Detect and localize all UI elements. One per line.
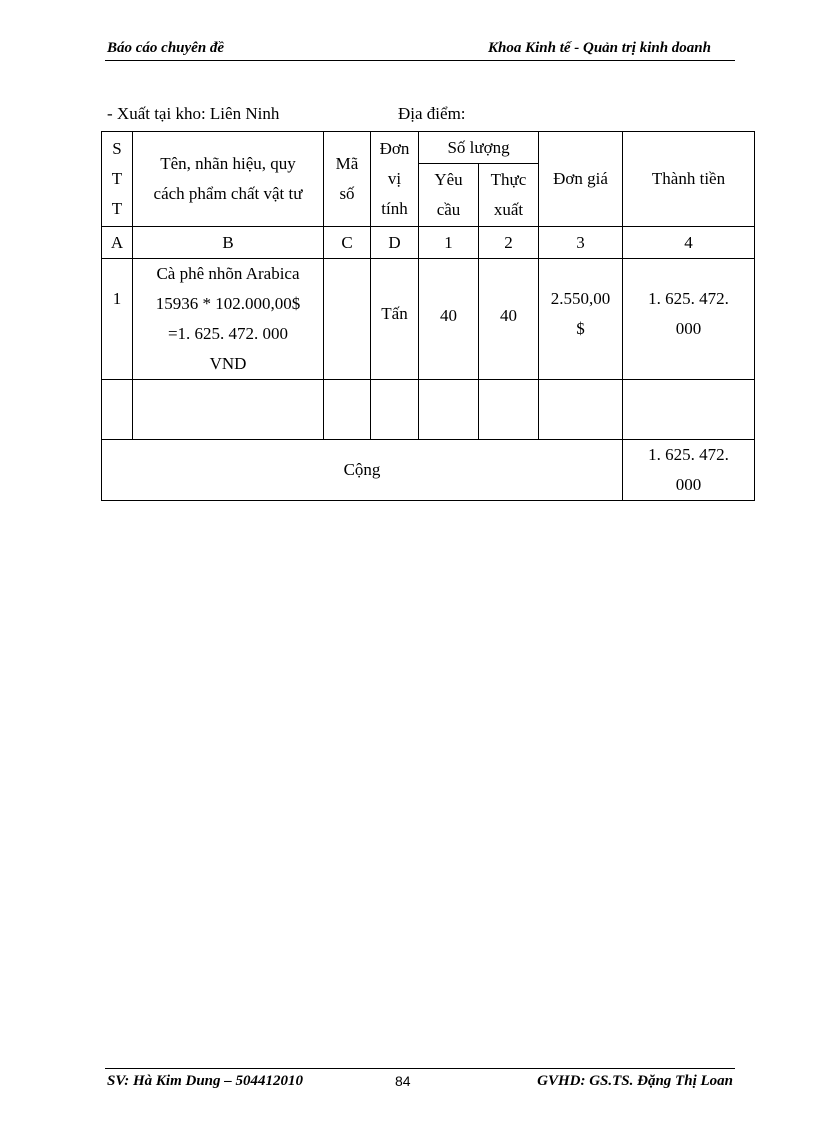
location-label: Địa điểm:: [398, 104, 466, 123]
header-requested: Yêu cầu: [419, 164, 479, 227]
code-cell: 3: [539, 227, 623, 259]
total-label: Cộng: [102, 440, 623, 501]
row-price: 2.550,00 $: [539, 259, 623, 380]
page-footer: [105, 1068, 735, 1093]
code-cell: 4: [623, 227, 755, 259]
header-name: Tên, nhãn hiệu, quy cách phẩm chất vật tư: [133, 132, 324, 227]
warehouse-label: - Xuất tại kho: Liên Ninh: [107, 104, 280, 123]
page-number: 84: [395, 1073, 411, 1089]
header-unit: Đơn vị tính: [371, 132, 419, 227]
header-row-1: [102, 132, 755, 164]
table-row: [102, 259, 755, 380]
code-cell: D: [371, 227, 419, 259]
row-unit: Tấn: [371, 259, 419, 380]
row-actual: 40: [479, 259, 539, 380]
row-amount: 1. 625. 472. 000: [623, 259, 755, 380]
total-row: [102, 440, 755, 501]
code-row: [102, 227, 755, 259]
header-code: Mã số: [324, 132, 371, 227]
row-stt: 1: [102, 259, 133, 380]
code-cell: C: [324, 227, 371, 259]
header-price: Đơn giá: [539, 132, 623, 227]
code-cell: 1: [419, 227, 479, 259]
header-right-title: Khoa Kinh tế - Quản trị kinh doanh: [487, 40, 711, 56]
issue-table: [101, 131, 755, 501]
code-cell: A: [102, 227, 133, 259]
row-code: [324, 259, 371, 380]
total-amount: 1. 625. 472. 000: [623, 440, 755, 501]
header-quantity: Số lượng: [419, 132, 539, 164]
header-stt: S T T: [102, 132, 133, 227]
page-header: [105, 38, 735, 61]
code-cell: B: [133, 227, 324, 259]
code-cell: 2: [479, 227, 539, 259]
footer-student: SV: Hà Kim Dung – 504412010: [107, 1073, 304, 1089]
header-actual: Thực xuất: [479, 164, 539, 227]
footer-advisor: GVHD: GS.TS. Đặng Thị Loan: [537, 1073, 733, 1089]
header-left-title: Báo cáo chuyên đề: [107, 40, 225, 56]
empty-row: [102, 380, 755, 440]
row-requested: 40: [419, 259, 479, 380]
row-name: Cà phê nhõn Arabica 15936 * 102.000,00$ =1. 625. 472. 000 VND: [133, 259, 324, 380]
header-amount: Thành tiền: [623, 132, 755, 227]
